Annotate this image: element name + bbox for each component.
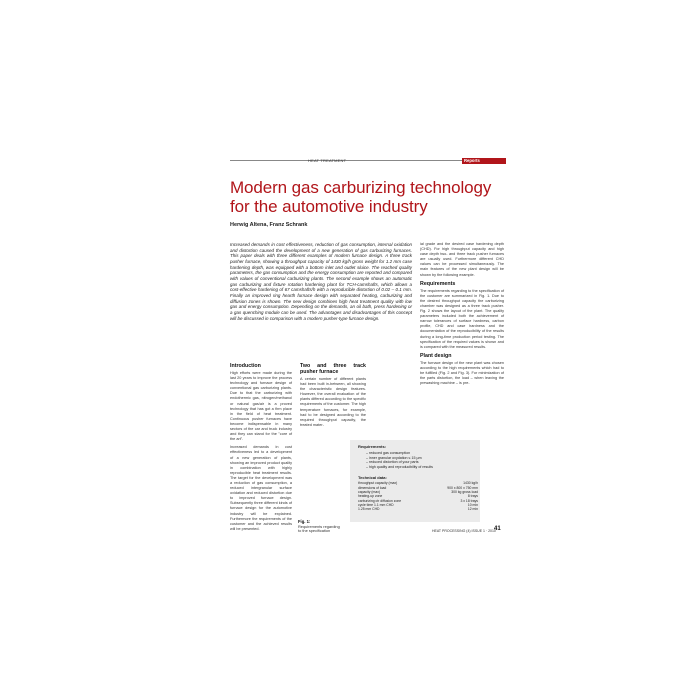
figure-1-box	[350, 440, 480, 522]
magazine-page	[178, 150, 522, 550]
table-cell-key: 1.25 mm CHD	[358, 507, 380, 512]
figure-1-caption	[298, 520, 344, 534]
paragraph: Increased demands in cost effectiveness led to a development of a new generation of plants, showing an improved product quality in combination with highly reproducible heat treatment results. The target for the development was a reduction of gas consumption, a reduced intergranular surface oxidation and reduced distortion due to improved furnace design. Subsequently three different kinds of furnace design for the automotive industry will be explained. Furthermore the requirements of the customer and the achieved results will be presented.	[230, 445, 292, 531]
list-item: – reduced distortion of your parts	[366, 460, 480, 465]
heading-plant-design: Plant design	[420, 352, 452, 359]
figure-technical-title: Technical data:	[358, 475, 387, 481]
table-cell-value: 8 trays	[467, 494, 478, 499]
section-label: HEAT TREATMENT	[308, 158, 347, 163]
journal-footer: HEAT PROCESSING (4) ISSUE 1 · 2010	[432, 529, 496, 533]
category-tab: Reports	[462, 158, 506, 164]
column-pusher-furnace	[300, 363, 366, 431]
table-cell-key: cycle time 1.1 mm CHD	[358, 502, 394, 507]
figure-requirements-list	[366, 451, 480, 469]
table-cell-value: 3 x 18 trays	[460, 498, 478, 503]
table-cell-value: 300 kg gross load	[451, 489, 478, 494]
paragraph: ial grade and the desired case hardening depth (CHD). For high throughput capacity and high case depth two- and three track pusher furnaces are usually used. Furthermore different CHD values can be processed simultaneously. The main features of the new plant design will be shown by the following example.	[420, 242, 504, 277]
figure-requirements-title: Requirements:	[358, 444, 387, 449]
table-cell-key: dimensions of load	[358, 485, 387, 490]
figure-caption-text: Requirements regarding to the specification	[298, 523, 340, 534]
figure-caption-label: Fig. 1:	[298, 519, 311, 524]
figure-technical-table	[358, 481, 480, 511]
heading-requirements: Requirements	[420, 280, 456, 287]
column-introduction	[230, 363, 292, 535]
table-cell-key: capacity (max)	[358, 489, 381, 494]
table-cell-key: heating-up zone	[358, 494, 383, 499]
table-cell-key: throughput capacity (max)	[358, 481, 398, 486]
paragraph: A certain number of different plants had been built in-between, all showing the characteristic design features. However, the overall evaluation of the plants differed according to the specific requirements of the customer. The high temperature furnaces, for example, had to be designed according to the required throughput capacity, the treated mater-	[300, 377, 366, 427]
table-cell-value: 12 min	[467, 507, 478, 512]
paragraph: High efforts were made during the last 20 years to improve the process technology and furnace design of conventional gas carburizing plants. Due to that the carburizing with endothermic gas, nitrogen/methanol or natural gas/air is a proved technology that has got a firm place in the field of heat treatment. Continuous pusher furnaces have become indispensable in many sectors of the car and truck industry and they can stand for the "core of the art".	[230, 371, 292, 442]
heading-pusher-furnace: Two and three track pusher furnace	[300, 363, 366, 375]
table-cell-value: 1430 kg/h	[463, 481, 478, 486]
list-item: – high quality and reproducibility of results	[366, 465, 480, 470]
column-requirements	[420, 242, 504, 389]
table-row	[358, 507, 480, 511]
table-cell-value: 900 x 800 x 750 mm	[447, 485, 478, 490]
paragraph: The furnace design of the new plant was chosen according to the high requirements which had to be fulfilled (Fig. 2 and Fig. 3). For minimization of the parts distortion, the load – when leaving the prewashing machine – is pre-	[420, 360, 504, 386]
list-item: – reduced gas consumption	[366, 451, 480, 456]
page-number: 41	[494, 526, 501, 532]
table-cell-value: 10 min	[467, 502, 478, 507]
article-title: Modern gas carburizing technology for the automotive industry	[230, 178, 492, 216]
article-authors: Herwig Altena, Franz Schrank	[230, 222, 308, 228]
list-item: – inner granular oxydation ≤ 15 µm	[366, 456, 480, 461]
article-abstract: Increased demands in cost effectiveness, reduction of gas consumption, internal oxidation and distortion caused the development of a new generation of gas carburizing furnaces. This paper deals with three different examples of modern furnace design. A three track pusher furnace, showing a throughput capacity of 1430 kg/h gross weight for 1.2 mm case hardening depth, was equipped with a bottom inlet and outlet sluice. The reached quality parameters, the gas consumption and the energy consumption are reported and compared with values of conventional carburizing plants. The second example shows an automatic gas carburizing and fixture rotation hardening plant for TCH-camshafts, which allows a cost-effective hardening of 67 camshafts/h with a reproducible distortion of 0.02 – 0.1 mm. Finally an improved ring hearth furnace design with separated heating, carburizing and diffusion zones is shown. The new design combines high heat treatment quality with low gas and energy consumption. Depending on the demands, an oil bath, press hardening or a gas quenching module can be used. The advantages and disadvantages of this concept will be discussed in comparison with a modern pusher-type furnace design.	[230, 242, 412, 321]
table-cell-key: carburizing ctr diffusion zone	[358, 498, 402, 503]
paragraph: The requirements regarding to the specification of the customer are summarized in Fig. 1. Due to the desired throughput capacity the carburizing chamber was designed as a three track pusher. Fig. 2 shows the layout of the plant. The quality parameters included both the achievement of narrow tolerances of surface hardness, carbon profile, CHD and case hardness and the documentation of the reproducibility of the results during a long-time production period testing. The specification of the required values is shown and is compared with the measured results.	[420, 288, 504, 349]
heading-introduction: Introduction	[230, 363, 261, 369]
